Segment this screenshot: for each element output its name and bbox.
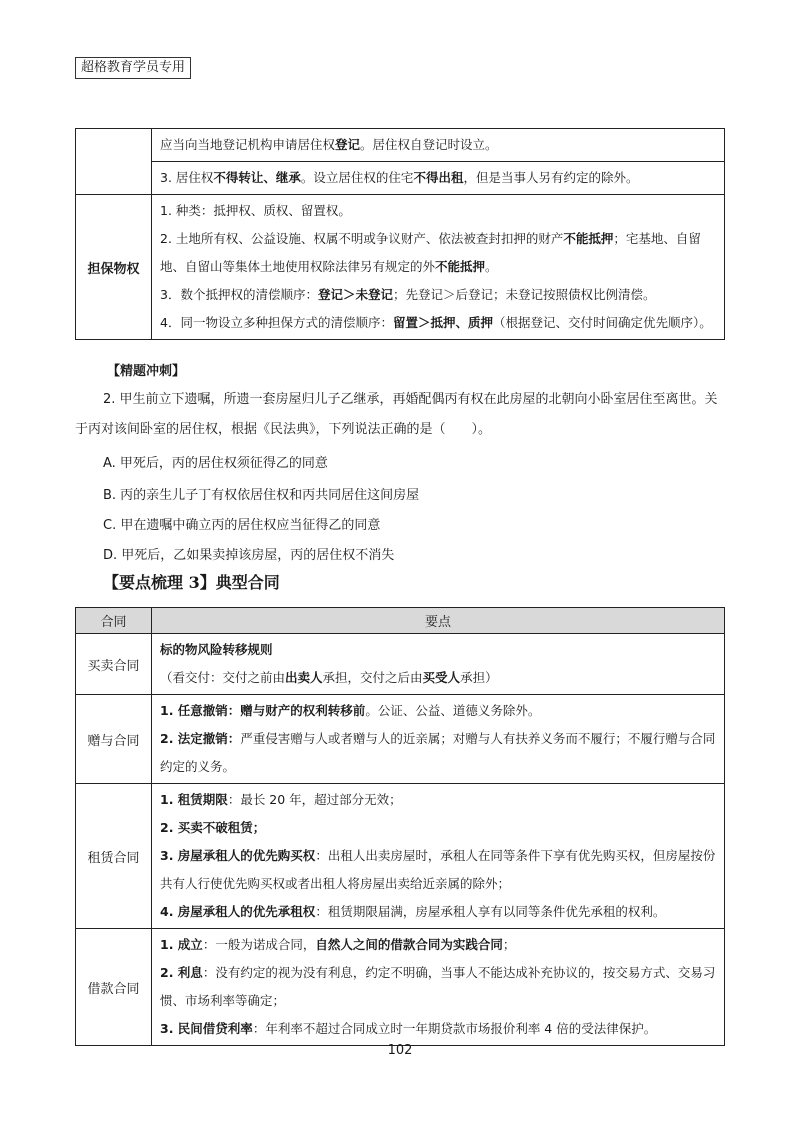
guarantee-item-1: 1. 种类：抵押权、质权、留置权。: [160, 203, 351, 218]
guarantee-item-3: [160, 281, 716, 309]
text-bold: 1. 任意撤销：赠与财产的权利转移前: [160, 703, 366, 718]
text: 3. 居住权: [160, 170, 214, 185]
text-bold: 登记: [335, 137, 361, 152]
lease-label: 租赁合同: [76, 784, 152, 929]
text: （看交付：交付之前由: [160, 670, 286, 685]
lease-line-2: 2. 买卖不破租赁；: [160, 820, 266, 835]
text: 。居住权自登记时设立。: [360, 137, 498, 152]
text: ；: [502, 937, 516, 952]
text: ：没有约定的视为没有利息，约定不明确，当事人不能达成补充协议的，按交易方式、交易习惯、市场利率等确定；: [160, 965, 716, 1008]
gift-line-1: [160, 697, 716, 725]
practice-label: 【精题冲刺】: [107, 364, 186, 379]
student-only-tag: 超格教育学员专用: [75, 57, 191, 79]
gift-label: 赠与合同: [76, 695, 152, 784]
text-bold: 1. 成立: [160, 937, 203, 952]
text: 。: [485, 259, 498, 274]
sale-line-1: 标的物风险转移规则: [160, 642, 273, 657]
option-c: C. 甲在遗嘱中确立丙的居住权应当征得乙的同意: [103, 518, 381, 533]
lease-line-3: [160, 842, 716, 898]
loan-label: 借款合同: [76, 929, 152, 1046]
gift-content: [152, 695, 725, 784]
text-bold: 3. 房屋承租人的优先购买权: [160, 848, 316, 863]
sale-label: 买卖合同: [76, 634, 152, 695]
lease-content: [152, 784, 725, 929]
option-b: B. 丙的亲生儿子丁有权依居住权和丙共同居住这间房屋: [103, 488, 420, 503]
table-row: [76, 784, 725, 929]
text: 严重侵害赠与人或者赠与人的近亲属；对赠与人有扶养义务而不履行；不履行赠与合同约定的义务。: [160, 731, 716, 774]
text-bold: 留置＞抵押、质押: [392, 315, 493, 330]
lease-line-4: [160, 898, 716, 926]
section-heading: 【要点梳理 3】典型合同: [103, 573, 280, 592]
text: （根据登记、交付时间确定优先顺序）。: [492, 315, 712, 330]
gift-line-2: [160, 725, 716, 781]
text-bold: 2. 利息: [160, 965, 203, 980]
text-bold: 2. 法定撤销：: [160, 731, 241, 746]
text: ：年利率不超过合同成立时一年期贷款市场报价利率 4 倍的受法律保护。: [252, 1021, 657, 1036]
residence-row-1: [152, 129, 725, 162]
text-bold: 登记＞未登记: [317, 287, 393, 302]
text: ：最长 20 年，超过部分无效；: [227, 792, 402, 807]
loan-line-2: [160, 959, 716, 1015]
guarantee-label: 担保物权: [76, 195, 152, 340]
text-bold: 不得转让、继承: [213, 170, 301, 185]
text: ：一般为诺成合同，: [202, 937, 316, 952]
text: ；宅基地、自留地、自留山等集体土地使用权除法律另有规定的外: [160, 231, 701, 274]
page-number: 102: [387, 1043, 413, 1058]
text: 。公证、公益、道德义务除外。: [365, 703, 541, 718]
text-bold: 不得出租: [413, 170, 464, 185]
guarantee-content: [152, 195, 725, 340]
table-row: [76, 695, 725, 784]
text: 承担，交付之后由: [322, 670, 423, 685]
residence-row-2: [152, 162, 725, 195]
option-a: A. 甲死后，丙的居住权须征得乙的同意: [103, 456, 328, 471]
sale-content: [152, 634, 725, 695]
text-bold: 4. 房屋承租人的优先承租权: [160, 904, 316, 919]
text: 。设立居住权的住宅: [300, 170, 414, 185]
residence-guarantee-table: [75, 128, 725, 340]
text-bold: 3. 民间借贷利率: [160, 1021, 253, 1036]
text-bold: 自然人之间的借款合同为实践合同: [315, 937, 503, 952]
text-bold: 不能抵押: [563, 231, 614, 246]
table-row: [76, 929, 725, 1046]
lease-line-1: [160, 786, 716, 814]
text: ，但是当事人另有约定的除外。: [463, 170, 639, 185]
loan-content: [152, 929, 725, 1046]
empty-label-cell: [76, 129, 152, 195]
text-bold: 买受人: [422, 670, 461, 685]
text-bold: 不能抵押: [435, 259, 486, 274]
text: 应当向当地登记机构申请居住权: [160, 137, 336, 152]
text-bold: 出卖人: [285, 670, 323, 685]
col-header-points: 要点: [152, 608, 725, 634]
text: 2. 土地所有权、公益设施、权属不明或争议财产、依法被查封扣押的财产: [160, 231, 564, 246]
text: 4．同一物设立多种担保方式的清偿顺序：: [160, 315, 393, 330]
contracts-table: [75, 607, 725, 1046]
table-row: [76, 634, 725, 695]
text: ：出租人出卖房屋时，承租人在同等条件下享有优先购买权，但房屋按份共有人行使优先购买权或者出租人将房屋出卖给近亲属的除外；: [160, 848, 716, 891]
text: 承担）: [460, 670, 498, 685]
text: 3．数个抵押权的清偿顺序：: [160, 287, 318, 302]
sale-line-2: [160, 664, 716, 692]
loan-line-3: [160, 1015, 716, 1043]
text: ：租赁期限届满，房屋承租人享有以同等条件优先承租的权利。: [315, 904, 666, 919]
text: ；先登记＞后登记；未登记按照债权比例清偿。: [392, 287, 656, 302]
loan-line-1: [160, 931, 716, 959]
guarantee-item-2: [160, 225, 716, 281]
col-header-contract: 合同: [76, 608, 152, 634]
text-bold: 1. 租赁期限: [160, 792, 228, 807]
question-stem: 2. 甲生前立下遗嘱，所遗一套房屋归儿子乙继承，再婚配偶丙有权在此房屋的北朝向小卧室居住至离世。关于丙对该间卧室的居住权，根据《民法典》，下列说法正确的是（ ）。: [75, 392, 718, 437]
option-d: D. 甲死后，乙如果卖掉该房屋，丙的居住权不消失: [103, 548, 395, 563]
guarantee-item-4: [160, 309, 716, 337]
